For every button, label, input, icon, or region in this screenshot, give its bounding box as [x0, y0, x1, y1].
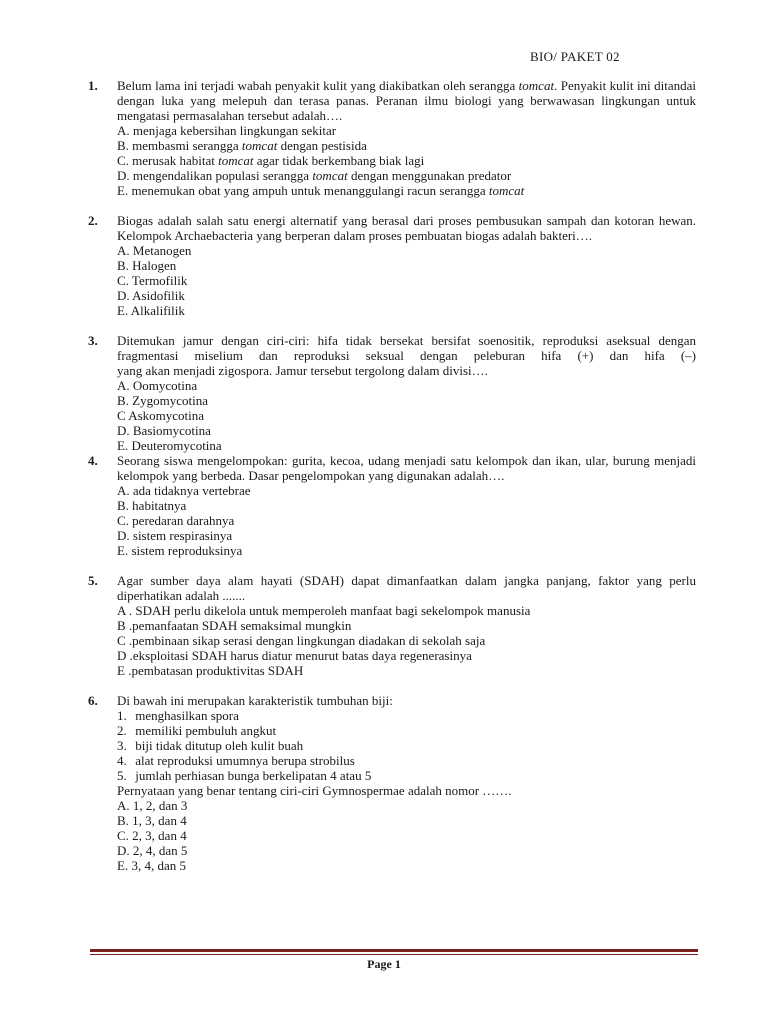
- option-c: [117, 153, 696, 168]
- stem-text: Belum lama ini terjadi wabah penyakit kulit yang diakibatkan oleh serangga: [117, 78, 519, 93]
- item-number: 3.: [117, 738, 127, 753]
- option-text: agar tidak berkembang biak lagi: [253, 153, 425, 168]
- question-number: 1.: [88, 78, 98, 93]
- question-stem: Ditemukan jamur dengan ciri-ciri: hifa tidak bersekat bersifat soenositik, reproduksi aseksual dengan fragmentasi miselium dan reproduksi seksual dengan peleburan hifa (+) dan hifa (–): [117, 333, 696, 363]
- option-d: D .eksploitasi SDAH harus diatur menurut batas daya regenerasinya: [117, 648, 472, 663]
- question-number: 2.: [88, 213, 98, 228]
- item-text: jumlah perhiasan bunga berkelipatan 4 atau 5: [135, 768, 372, 783]
- option-e: E .pembatasan produktivitas SDAH: [117, 663, 304, 678]
- option-d: D. 2, 4, dan 5: [117, 843, 188, 858]
- numbered-item: [117, 738, 696, 753]
- numbered-item: [117, 753, 696, 768]
- question-prompt: Pernyataan yang benar tentang ciri-ciri Gymnospermae adalah nomor …….: [117, 783, 512, 798]
- option-italic-term: tomcat: [218, 153, 254, 168]
- item-number: 4.: [117, 753, 127, 768]
- option-e: E. 3, 4, dan 5: [117, 858, 186, 873]
- option-a: [117, 123, 696, 138]
- item-text: biji tidak ditutup oleh kulit buah: [135, 738, 304, 753]
- option-e: E. sistem reproduksinya: [117, 543, 243, 558]
- question-stem: Biogas adalah salah satu energi alternatif yang berasal dari proses pembusukan sampah dan kotoran hewan. Kelompok Archaebacteria yang berperan dalam proses pembuatan biogas adalah bakteri….: [117, 213, 696, 243]
- item-number: 2.: [117, 723, 127, 738]
- option-d: D. Asidofilik: [117, 288, 185, 303]
- question-4: [88, 453, 696, 558]
- page-header-code: BIO/ PAKET 02: [530, 49, 620, 64]
- option-c: C Askomycotina: [117, 408, 205, 423]
- question-6: [88, 693, 696, 873]
- item-text: alat reproduksi umumnya berupa strobilus: [135, 753, 355, 768]
- option-text: C. merusak habitat: [117, 153, 219, 168]
- item-text: memiliki pembuluh angkut: [135, 723, 277, 738]
- option-c: C .pembinaan sikap serasi dengan lingkungan diadakan di sekolah saja: [117, 633, 486, 648]
- option-italic-term: tomcat: [312, 168, 348, 183]
- stem-italic-term: tomcat: [518, 78, 555, 93]
- question-3: [88, 333, 696, 453]
- numbered-item: [117, 768, 696, 783]
- option-a: A . SDAH perlu dikelola untuk memperoleh manfaat bagi sekelompok manusia: [117, 603, 531, 618]
- option-b: B. habitatnya: [117, 498, 187, 513]
- item-number: 1.: [117, 708, 127, 723]
- option-a: A. Oomycotina: [117, 378, 198, 393]
- item-text: menghasilkan spora: [135, 708, 239, 723]
- question-1: [88, 78, 696, 198]
- stem-text: . Penyakit kulit ini ditandai dengan luka yang melepuh dan terasa panas. Peranan ilmu biologi yang berwawasan lingkungan untuk mengatasi permasalahan tersebut adalah….: [117, 78, 696, 123]
- option-b: B. Zygomycotina: [117, 393, 208, 408]
- option-text: E. menemukan obat yang ampuh untuk menanggulangi racun serangga: [117, 183, 489, 198]
- question-2: [88, 213, 696, 318]
- footer-rule-thin: [90, 954, 698, 955]
- option-text: dengan menggunakan predator: [347, 168, 512, 183]
- option-text: A. menjaga kebersihan lingkungan sekitar: [117, 123, 337, 138]
- option-b: B. 1, 3, dan 4: [117, 813, 187, 828]
- item-number: 5.: [117, 768, 127, 783]
- option-d: D. sistem respirasinya: [117, 528, 233, 543]
- question-number: 5.: [88, 573, 98, 588]
- option-text: dengan pestisida: [277, 138, 367, 153]
- option-c: C. Termofilik: [117, 273, 188, 288]
- option-text: B. membasmi serangga: [117, 138, 242, 153]
- question-number: 3.: [88, 333, 98, 348]
- option-b: B. Halogen: [117, 258, 177, 273]
- question-stem: Agar sumber daya alam hayati (SDAH) dapat dimanfaatkan dalam jangka panjang, faktor yang perlu diperhatikan adalah .......: [117, 573, 696, 603]
- option-a: A. 1, 2, dan 3: [117, 798, 188, 813]
- footer-rule: [90, 949, 698, 952]
- option-e: E. Alkalifilik: [117, 303, 185, 318]
- option-italic-term: tomcat: [241, 138, 278, 153]
- question-list: [88, 78, 696, 873]
- question-stem-last-line: yang akan menjadi zigospora. Jamur tersebut tergolong dalam divisi….: [117, 363, 488, 378]
- option-a: A. Metanogen: [117, 243, 192, 258]
- option-a: A. ada tidaknya vertebrae: [117, 483, 251, 498]
- question-number: 6.: [88, 693, 98, 708]
- option-d: D. Basiomycotina: [117, 423, 211, 438]
- question-number: 4.: [88, 453, 98, 468]
- option-italic-term: tomcat: [488, 183, 525, 198]
- option-c: C. peredaran darahnya: [117, 513, 235, 528]
- option-e: E. Deuteromycotina: [117, 438, 222, 453]
- numbered-item: [117, 723, 696, 738]
- question-stem: Di bawah ini merupakan karakteristik tumbuhan biji:: [117, 693, 393, 708]
- question-5: [88, 573, 696, 678]
- option-b: B .pemanfaatan SDAH semaksimal mungkin: [117, 618, 352, 633]
- numbered-item: [117, 708, 696, 723]
- option-b: [117, 138, 696, 153]
- option-c: C. 2, 3, dan 4: [117, 828, 187, 843]
- option-d: [117, 168, 696, 183]
- option-text: D. mengendalikan populasi serangga: [117, 168, 313, 183]
- option-e: [117, 183, 696, 198]
- page-number: Page 1: [367, 957, 401, 971]
- question-stem: [117, 78, 696, 123]
- question-stem: Seorang siswa mengelompokan: gurita, kecoa, udang menjadi satu kelompok dan ikan, ular, burung menjadi kelompok yang berbeda. Dasar pengelompokan yang digunakan adalah….: [117, 453, 696, 483]
